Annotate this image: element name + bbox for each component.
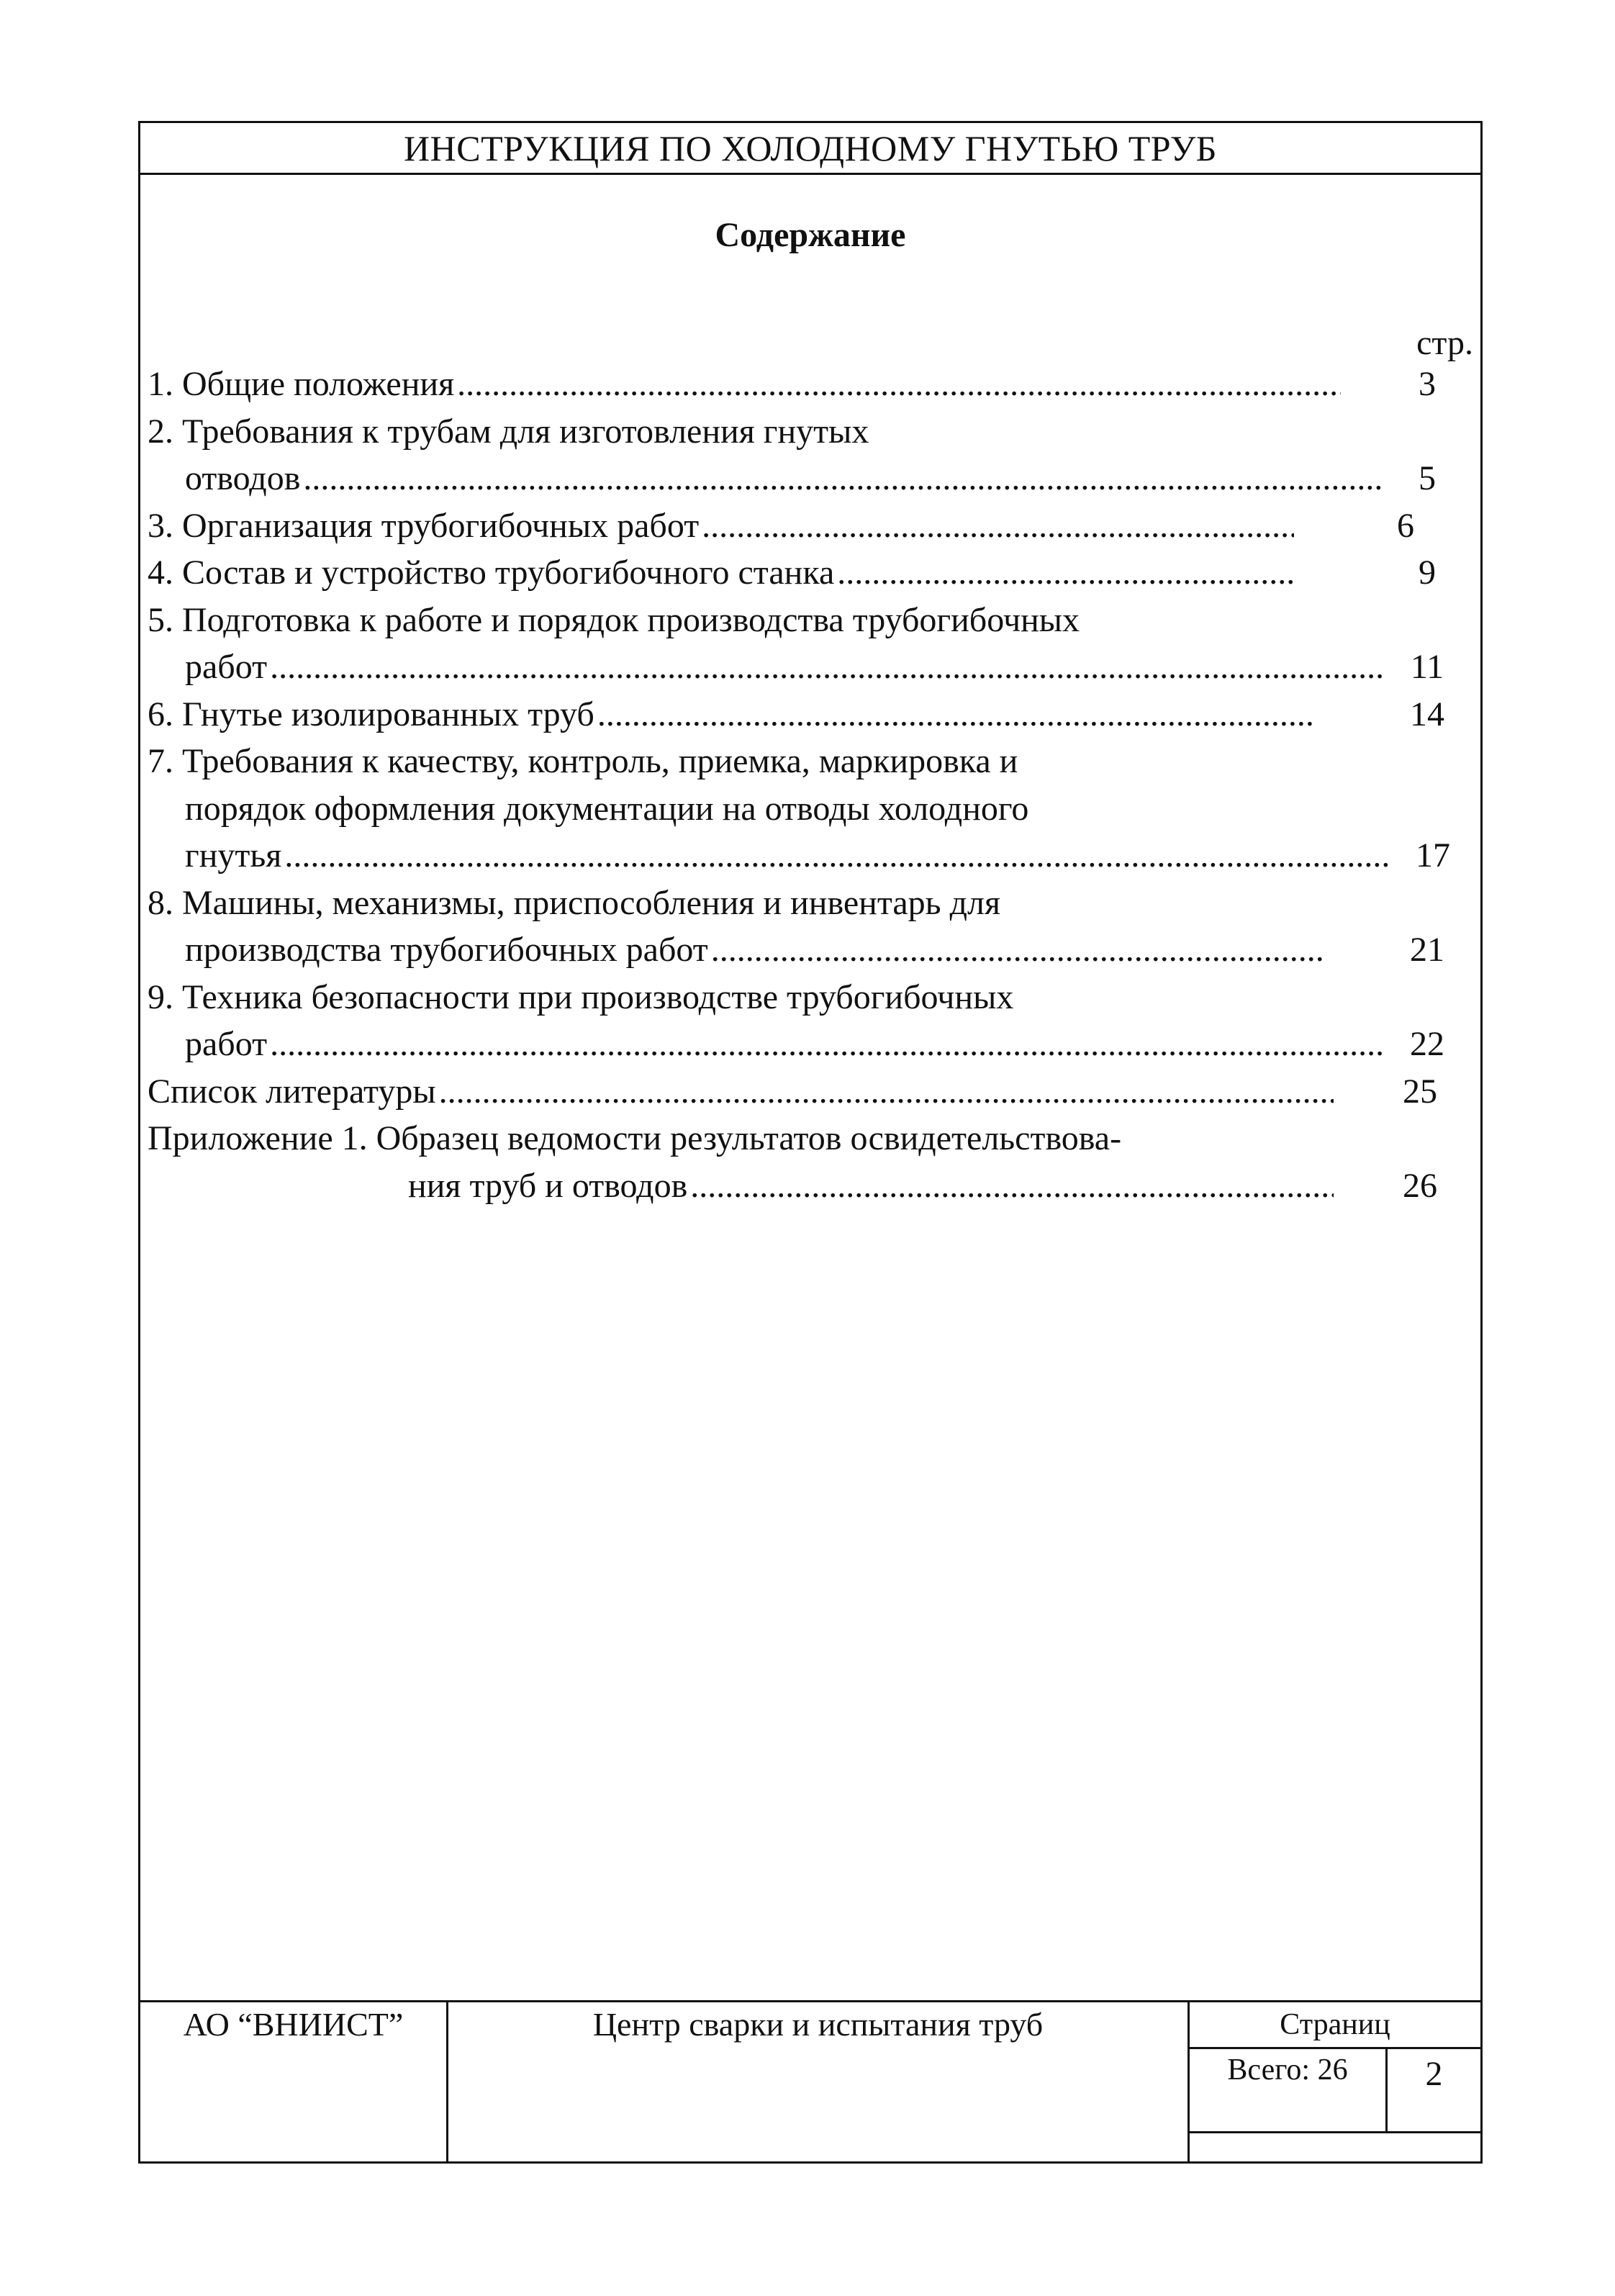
footer-organization: АО “ВНИИСТ” [140, 2002, 448, 2164]
toc-item: 4. Состав и устройство трубогибочного станка ..... 9 [148, 549, 1478, 597]
toc-item: 9. Техника безопасности при производстве трубогибочных [148, 977, 1014, 1016]
toc-item: 8. Машины, механизмы, приспособления и инвентарь для [148, 883, 1001, 922]
table-of-contents [148, 361, 1478, 1209]
toc-page: 11 [1410, 648, 1444, 686]
toc-page: 17 [1416, 836, 1450, 874]
document-header: ИНСТРУКЦИЯ ПО ХОЛОДНОМУ ГНУТЬЮ ТРУБ [140, 123, 1480, 175]
toc-page: 22 [1410, 1025, 1444, 1063]
toc-item: Приложение 1. Образец ведомости результатов освидетельствова- [148, 1119, 1122, 1157]
footer-total-pages: Всего: 26 [1190, 2047, 1388, 2133]
toc-item-continuation: гнутья ..... 17 [148, 832, 1478, 880]
toc-page: 21 [1410, 931, 1444, 969]
toc-page: 14 [1410, 695, 1444, 733]
toc-page: 26 [1403, 1166, 1437, 1205]
document-footer [140, 2000, 1480, 2164]
toc-item-continuation: отводов ..... 5 [148, 455, 1478, 502]
footer-page-number: 2 [1388, 2047, 1480, 2133]
toc-item-continuation: работ ..... 11 [148, 643, 1478, 691]
toc-item: 7. Требования к качеству, контроль, приемка, маркировка и [148, 742, 1018, 780]
toc-item: 5. Подготовка к работе и порядок производства трубогибочных [148, 600, 1080, 639]
toc-page: 25 [1403, 1072, 1437, 1111]
toc-item-continuation: порядок оформления документации на отводы холодного [185, 789, 1029, 828]
toc-item: 2. Требования к трубам для изготовления гнутых [148, 412, 869, 451]
toc-page: 3 [1419, 365, 1436, 403]
toc-pages-label: стр. [1416, 324, 1473, 362]
toc-item-continuation: производства трубогибочных работ ..... 21 [148, 926, 1478, 974]
toc-item: 3. Организация трубогибочных работ ..... 6 [148, 502, 1478, 550]
toc-page: 5 [1419, 459, 1436, 497]
toc-page: 6 [1397, 506, 1414, 545]
toc-item-continuation: ния труб и отводов ..... 26 [148, 1162, 1478, 1210]
footer-pages-label: Страниц [1190, 2002, 1480, 2049]
toc-title: Содержание [715, 216, 906, 254]
document-frame [138, 121, 1483, 2164]
footer-department: Центр сварки и испытания труб [448, 2002, 1190, 2164]
toc-item-continuation: работ ..... 22 [148, 1021, 1478, 1068]
toc-item: 1. Общие положения ..... 3 [148, 361, 1478, 408]
footer-pages-block [1190, 2002, 1480, 2164]
toc-item: Список литературы ..... 25 [148, 1068, 1478, 1116]
toc-item: 6. Гнутье изолированных труб ..... 14 [148, 691, 1478, 738]
toc-page: 9 [1419, 553, 1436, 592]
